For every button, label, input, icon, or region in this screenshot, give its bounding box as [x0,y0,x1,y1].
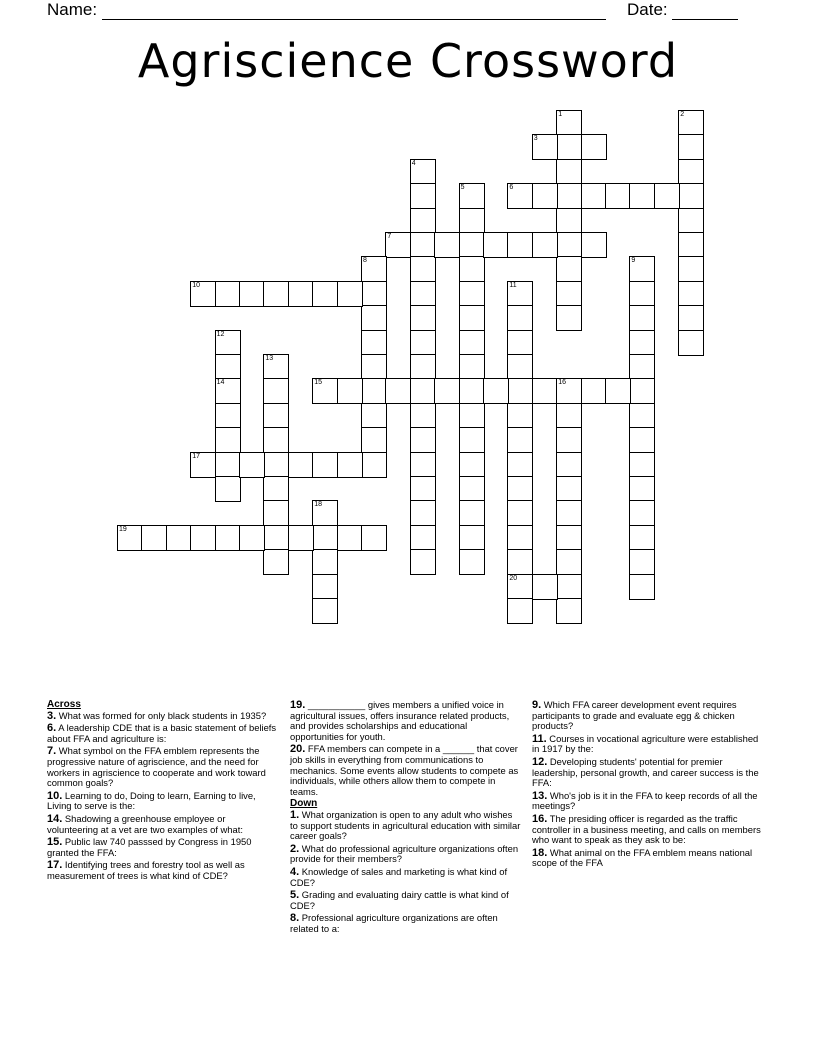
clue-down-8: 8. Professional agriculture organizations are often related to a: [290,912,498,934]
crossword-cell[interactable] [434,378,460,404]
clue-down-1: 1. What organization is open to any adult who wishes to support students in agricultural education with similar career goals? [290,808,521,842]
crossword-cell[interactable] [337,281,363,307]
crossword-cell[interactable] [410,403,436,429]
clue-number: 2 [680,111,685,118]
crossword-cell[interactable] [337,378,363,404]
clue-down-4: 4. Knowledge of sales and marketing is what kind of CDE? [290,865,508,888]
crossword-cell[interactable] [556,525,582,551]
crossword-cell[interactable] [410,525,436,551]
crossword-cell[interactable] [678,208,704,234]
crossword-cell[interactable] [629,574,655,600]
crossword-cell[interactable] [215,378,241,404]
crossword-cell[interactable] [410,427,436,453]
clue-number: 15 [314,379,322,387]
name-label: Name: [47,0,98,19]
clue-number: 7 [387,233,392,240]
clue-column-2 [290,700,522,936]
clue-down-16: 16. The presiding officer is regarded as the traffic controller in a business meeting, and calls on members who want to speak as they ask to be: [532,812,761,846]
crossword-cell[interactable] [215,452,241,478]
crossword-cell[interactable] [410,159,436,185]
clue-down-5: 5. Grading and evaluating dairy cattle is what kind of CDE? [290,889,509,911]
crossword-cell[interactable] [532,378,558,404]
crossword-cell[interactable] [190,525,216,551]
clue-down-18: 18. What animal on the FFA emblem means national scope of the FFA [532,846,753,869]
crossword-cell[interactable] [507,354,533,380]
crossword-cell[interactable] [654,183,680,209]
crossword-cell[interactable] [532,232,558,258]
crossword-cell[interactable] [385,378,411,404]
crossword-cell[interactable] [117,525,143,551]
crossword-cell[interactable] [312,525,338,551]
crossword-cell[interactable] [678,110,704,136]
clue-number: 20 [509,574,518,582]
clue-number: 6 [509,184,514,192]
clue-across-7: 7. What symbol on the FFA emblem represents the progressive nature of agriscience, and the need for workers in agriscience to cooperate and work toward common goals? [47,745,266,789]
crossword-cell[interactable] [459,281,485,307]
clue-down-9: 9. Which FFA career development event requires participants to grade and evaluate egg & chicken products? [532,699,737,732]
clue-down-2: 2. What do professional agriculture organizations often provide for their members? [290,842,519,865]
crossword-cell[interactable] [556,256,582,282]
crossword-cell[interactable] [507,427,533,453]
page-title: Agriscience Crossword [137,34,679,88]
clue-across-15: 15. Public law 740 passsed by Congress in 1950 granted the FFA: [47,836,252,858]
clue-column-3 [532,700,764,871]
crossword-cell[interactable] [459,256,485,282]
clue-number: 1 [558,111,563,118]
crossword-cell[interactable] [312,378,338,404]
crossword-cell[interactable] [581,183,607,209]
crossword-cell[interactable] [312,574,338,600]
crossword-cell[interactable] [361,525,387,551]
clue-number: 12 [216,330,225,338]
clue-number: 16 [558,379,566,387]
crossword-cell[interactable] [263,281,289,307]
crossword-cell[interactable] [410,476,436,502]
clue-number: 9 [631,257,636,265]
crossword-cell[interactable] [459,500,485,526]
crossword-cell[interactable] [507,232,533,258]
crossword-cell[interactable] [605,378,631,404]
crossword-cell[interactable] [556,598,582,624]
crossword-cell[interactable] [556,476,582,502]
crossword-cell[interactable] [263,549,289,575]
crossword-cell[interactable] [459,403,485,429]
crossword-cell[interactable] [263,476,289,502]
crossword-cell[interactable] [556,378,582,404]
crossword-cell[interactable] [215,427,241,453]
crossword-cell[interactable] [556,110,582,136]
crossword-cell[interactable] [434,232,460,258]
crossword-cell[interactable] [263,378,289,404]
crossword-cell[interactable] [410,232,436,258]
crossword-cell[interactable] [507,476,533,502]
crossword-cell[interactable] [507,598,533,624]
crossword-cell[interactable] [410,500,436,526]
crossword-cell[interactable] [410,183,436,209]
crossword-cell[interactable] [507,305,533,331]
crossword-cell[interactable] [556,159,582,185]
crossword-cell[interactable] [288,525,314,551]
clue-number: 10 [192,281,200,289]
crossword-cell[interactable] [556,281,582,307]
crossword-cell[interactable] [605,183,631,209]
crossword-cell[interactable] [629,452,655,478]
crossword-cell[interactable] [629,378,655,404]
crossword-cell[interactable] [312,549,338,575]
crossword-cell[interactable] [459,208,485,234]
down-heading: Down [290,798,318,810]
crossword-cell[interactable] [141,525,167,551]
crossword-cell[interactable] [507,452,533,478]
crossword-cell[interactable] [678,159,704,185]
clue-across-6: 6. A leadership CDE that is a basic statement of beliefs about FFA and agriculture is: [47,722,277,744]
crossword-cell[interactable] [410,281,436,307]
crossword-cell[interactable] [507,403,533,429]
crossword-cell[interactable] [215,281,241,307]
crossword-cell[interactable] [361,256,387,282]
crossword-cell[interactable] [361,305,387,331]
crossword-cell[interactable] [629,476,655,502]
crossword-cell[interactable] [239,525,265,551]
crossword-cell[interactable] [459,354,485,380]
crossword-cell[interactable] [312,598,338,624]
crossword-cell[interactable] [483,232,509,258]
crossword-cell[interactable] [410,305,436,331]
crossword-cell[interactable] [410,549,436,575]
crossword-cell[interactable] [556,452,582,478]
clue-down-11: 11. Courses in vocational agriculture were established in 1917 by the: [532,732,759,755]
crossword-cell[interactable] [556,134,582,160]
crossword-cell[interactable] [629,183,655,209]
crossword-cell[interactable] [410,208,436,234]
crossword-cell[interactable] [215,525,241,551]
crossword-cell[interactable] [459,452,485,478]
clue-across-19: 19. ___________ gives members a unified voice in agricultural issues, offers insurance related products, and provides scholarships and educational opportunities for youth. [290,699,510,742]
crossword-cell[interactable] [629,305,655,331]
crossword-cell[interactable] [410,452,436,478]
crossword-cell[interactable] [239,281,265,307]
clue-number: 13 [265,355,274,362]
crossword-cell[interactable] [166,525,192,551]
crossword-cell[interactable] [263,500,289,526]
clue-column-1 [47,700,279,884]
crossword-cell[interactable] [459,305,485,331]
crossword-cell[interactable] [507,281,533,307]
crossword-cell[interactable] [532,574,558,600]
crossword-cell[interactable] [629,525,655,551]
crossword-cell[interactable] [312,452,338,478]
crossword-cell[interactable] [556,232,582,258]
crossword-cell[interactable] [190,452,216,478]
crossword-cell[interactable] [629,427,655,453]
crossword-cell[interactable] [629,354,655,380]
clue-down-12: 12. Developing students' potential for premier leadership, personal growth, and career success is the FFA: [532,755,759,789]
crossword-cell[interactable] [263,403,289,429]
crossword-cell[interactable] [678,134,704,160]
crossword-cell[interactable] [507,549,533,575]
crossword-cell[interactable] [556,403,582,429]
crossword-cell[interactable] [678,330,704,356]
crossword-cell[interactable] [507,500,533,526]
crossword-cell[interactable] [556,500,582,526]
crossword-cell[interactable] [581,378,607,404]
crossword-cell[interactable] [410,378,436,404]
crossword-cell[interactable] [459,378,485,404]
crossword-cell[interactable] [507,574,533,600]
clue-number: 19 [119,525,127,533]
clue-number: 18 [314,501,322,509]
crossword-cell[interactable] [337,525,363,551]
crossword-cell[interactable] [190,281,216,307]
crossword-cell[interactable] [239,452,265,478]
crossword-cell[interactable] [629,281,655,307]
crossword-cell[interactable] [263,427,289,453]
crossword-cell[interactable] [556,183,582,209]
crossword-cell[interactable] [459,549,485,575]
crossword-cell[interactable] [629,500,655,526]
clue-across-3: 3. What was formed for only black students in 1935? [47,709,267,722]
crossword-cell[interactable] [678,305,704,331]
clue-number: 11 [509,281,517,289]
crossword-cell[interactable] [410,256,436,282]
crossword-cell[interactable] [263,452,289,478]
crossword-cell[interactable] [410,330,436,356]
crossword-cell[interactable] [556,305,582,331]
crossword-cell[interactable] [459,183,485,209]
crossword-cell[interactable] [459,427,485,453]
crossword-cell[interactable] [361,281,387,307]
crossword-cell[interactable] [459,330,485,356]
crossword-cell[interactable] [678,232,704,258]
crossword-cell[interactable] [410,354,436,380]
crossword-cell[interactable] [215,403,241,429]
crossword-cell[interactable] [215,330,241,356]
clue-number: 4 [411,159,416,167]
crossword-cell[interactable] [678,256,704,282]
clue-across-17: 17. Identifying trees and forestry tool as well as measurement of trees is what kind of CDE? [47,859,245,881]
crossword-cell[interactable] [507,378,533,404]
crossword-cell[interactable] [215,354,241,380]
crossword-cell[interactable] [263,354,289,380]
crossword-cell[interactable] [532,183,558,209]
crossword-cell[interactable] [507,525,533,551]
crossword-cell[interactable] [459,232,485,258]
clue-number: 17 [192,452,200,460]
crossword-cell[interactable] [288,281,314,307]
date-label: Date: [627,0,668,19]
crossword-cell[interactable] [337,452,363,478]
clue-number: 14 [216,379,225,387]
crossword-cell[interactable] [361,354,387,380]
crossword-cell[interactable] [678,281,704,307]
crossword-cell[interactable] [532,134,558,160]
crossword-cell[interactable] [361,427,387,453]
crossword-cell[interactable] [361,330,387,356]
crossword-cell[interactable] [361,452,387,478]
crossword-cell[interactable] [678,183,704,209]
crossword-cell[interactable] [629,403,655,429]
crossword-cell[interactable] [361,378,387,404]
crossword-cell[interactable] [385,232,411,258]
crossword-cell[interactable] [556,208,582,234]
crossword-cell[interactable] [361,403,387,429]
crossword-cell[interactable] [312,500,338,526]
crossword-cell[interactable] [312,281,338,307]
crossword-cell[interactable] [629,256,655,282]
clue-across-10: 10. Learning to do, Doing to learn, Earning to live, Living to serve is the: [47,789,256,812]
clue-number: 8 [363,257,367,265]
clue-down-13: 13. Who's job is it in the FFA to keep records of all the meetings? [532,789,758,812]
crossword-cell[interactable] [556,549,582,575]
crossword-cell[interactable] [556,427,582,453]
crossword-cell[interactable] [263,525,289,551]
crossword-cell[interactable] [556,574,582,600]
clue-number: 5 [460,184,465,192]
clue-across-20: 20. FFA members can compete in a ______ that cover job skills in everything from communications to mechanics. Some events allow students to compete as individuals, while others allow them to compete in teams. [290,743,519,797]
clue-number: 3 [533,135,538,143]
crossword-cell[interactable] [215,476,241,502]
crossword-cell[interactable] [581,134,607,160]
crossword-cell[interactable] [507,183,533,209]
crossword-cell[interactable] [459,525,485,551]
crossword-cell[interactable] [483,378,509,404]
crossword-cell[interactable] [581,232,607,258]
crossword-cell[interactable] [459,476,485,502]
crossword-cell[interactable] [629,330,655,356]
across-heading: Across [47,699,81,710]
crossword-cell[interactable] [507,330,533,356]
clue-across-14: 14. Shadowing a greenhouse employee or volunteering at a vet are two examples of what: [47,812,243,835]
crossword-cell[interactable] [288,452,314,478]
crossword-cell[interactable] [629,549,655,575]
